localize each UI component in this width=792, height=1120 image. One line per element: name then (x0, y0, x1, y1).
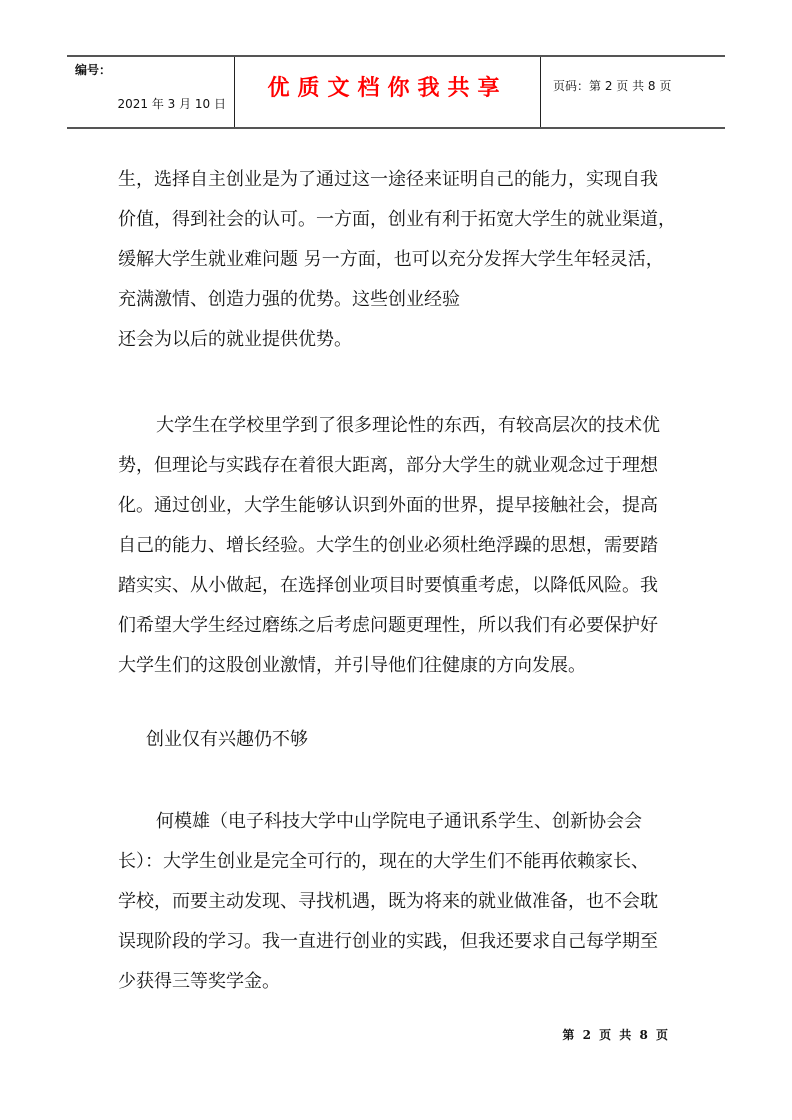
paragraph-3 (118, 802, 678, 1002)
page-header (67, 55, 725, 129)
document-body (118, 160, 678, 1002)
text-line: 们希望大学生经过磨练之后考虑问题更理性，所以我们有必要保护好 (118, 615, 658, 636)
text-line: 化。通过创业，大学生能够认识到外面的世界，提早接触社会，提高 (118, 495, 658, 516)
header-title: 优质文档你我共享 (267, 76, 508, 101)
page-footer: 第 2 页 共 8 页 (562, 1028, 670, 1042)
paragraph-1 (118, 160, 678, 360)
text-line: 缓解大学生就业难问题 另一方面，也可以充分发挥大学生年轻灵活， (118, 249, 664, 270)
header-right-cell (541, 57, 725, 127)
text-line: 势，但理论与实践存在着很大距离，部分大学生的就业观念过于理想 (118, 455, 658, 476)
document-date: 2021 年 3 月 10 日 (117, 97, 226, 111)
text-line: 大学生在学校里学到了很多理论性的东西，有较高层次的技术优 (156, 415, 660, 436)
text-line: 价值，得到社会的认可。一方面，创业有利于拓宽大学生的就业渠道， (118, 209, 676, 230)
text-line: 学校，而要主动发现、寻找机遇，既为将来的就业做准备，也不会耽 (118, 891, 658, 912)
paragraph-2 (118, 406, 678, 686)
text-line: 生，选择自主创业是为了通过这一途径来证明自己的能力，实现自我 (118, 169, 658, 190)
document-number-label: 编号： (75, 63, 112, 77)
text-line: 还会为以后的就业提供优势。 (118, 329, 352, 350)
text-line: 自己的能力、增长经验。大学生的创业必须杜绝浮躁的思想，需要踏 (118, 535, 658, 556)
text-line: 充满激情、创造力强的优势。这些创业经验 (118, 289, 460, 310)
text-line: 误现阶段的学习。我一直进行创业的实践，但我还要求自己每学期至 (118, 931, 658, 952)
header-title-cell (235, 57, 541, 127)
header-left-cell (67, 57, 235, 127)
text-line: 大学生们的这股创业激情，并引导他们往健康的方向发展。 (118, 655, 586, 676)
text-line: 踏实实、从小做起，在选择创业项目时要慎重考虑，以降低风险。我 (118, 575, 658, 596)
section-heading: 创业仅有兴趣仍不够 (146, 729, 308, 750)
header-page-info: 页码：第 2 页 共 8 页 (553, 79, 672, 93)
text-line: 长）：大学生创业是完全可行的，现在的大学生们不能再依赖家长、 (118, 851, 649, 872)
text-line: 少获得三等奖学金。 (118, 971, 280, 992)
text-line: 何模雄（电子科技大学中山学院电子通讯系学生、创新协会会 (156, 811, 642, 832)
